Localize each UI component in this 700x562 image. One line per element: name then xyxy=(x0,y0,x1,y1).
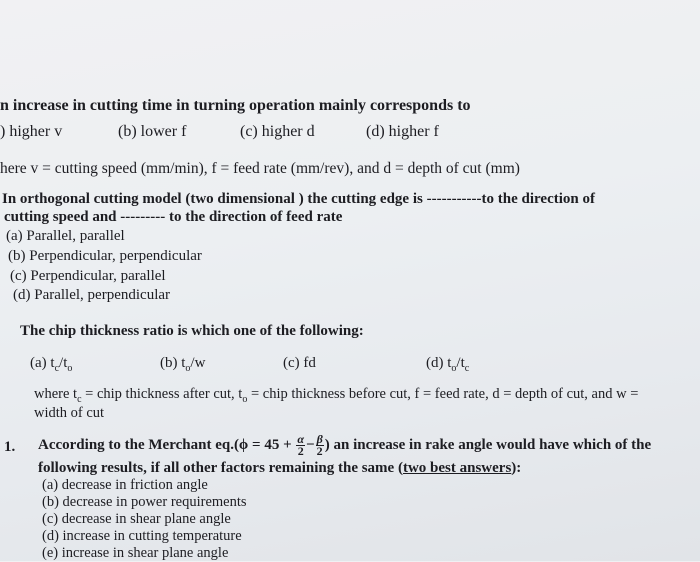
q3-def-sub1: c xyxy=(77,394,82,405)
q3-definitions-line1 xyxy=(34,385,638,405)
q4-option-b: (b) decrease in power requirements xyxy=(42,494,247,510)
q4-option-d: (d) increase in cutting temperature xyxy=(42,528,242,544)
q4-stem-line1 xyxy=(38,432,651,458)
q4-option-e: (e) increase in shear plane angle xyxy=(42,545,229,561)
q4-frac2-den: 2 xyxy=(316,444,323,459)
q3-option-b-text: (b) t xyxy=(160,355,186,371)
q3-def-text-c: = chip thickness before cut, f = feed rate, d = depth of cut, and w = xyxy=(247,386,639,402)
q1-option-d: (d) higher f xyxy=(366,123,439,140)
q2-stem-line2: cutting speed and --------- to the direction of feed rate xyxy=(4,209,343,225)
q2-option-c: (c) Perpendicular, parallel xyxy=(10,268,166,284)
q3-def-text-b: = chip thickness after cut, t xyxy=(81,386,243,402)
q2-option-a: (a) Parallel, parallel xyxy=(6,228,125,244)
q3-option-d-sub1: o xyxy=(451,363,457,374)
q3-option-a-mid: /t xyxy=(59,355,68,371)
q3-option-b-sub: o xyxy=(185,363,191,374)
q1-stem: n increase in cutting time in turning operation mainly corresponds to xyxy=(0,97,471,114)
q4-frac1-num: α xyxy=(297,432,305,447)
q4-stem-post: ) an increase in rake angle would have which of the xyxy=(324,437,652,453)
q4-fraction-alpha xyxy=(296,434,305,457)
q1-option-a: ) higher v xyxy=(0,123,63,140)
q4-frac2-num: β xyxy=(316,432,323,447)
q4-fraction-beta xyxy=(316,434,324,457)
q1-option-b: (b) lower f xyxy=(118,123,187,140)
q3-option-a xyxy=(30,354,72,374)
q3-option-a-sub1: c xyxy=(54,363,60,374)
q3-def-sub2: o xyxy=(242,394,248,405)
q3-stem: The chip thickness ratio is which one of the following: xyxy=(20,323,364,339)
q4-line2-pre: following results, if all other factors remaining the same ( xyxy=(38,460,403,476)
q4-line2-underlined: two best answers xyxy=(402,460,512,476)
q3-definitions-line2: width of cut xyxy=(34,405,105,421)
q4-frac1-den: 2 xyxy=(297,444,304,459)
q3-option-d-mid: /t xyxy=(456,355,465,371)
q4-option-c: (c) decrease in shear plane angle xyxy=(42,511,231,527)
q4-option-a: (a) decrease in friction angle xyxy=(42,477,208,493)
q3-option-d xyxy=(426,354,469,374)
q2-option-d: (d) Parallel, perpendicular xyxy=(13,287,171,303)
q3-option-d-sub2: c xyxy=(464,363,470,374)
q3-option-a-text: (a) t xyxy=(30,355,55,371)
q3-def-text-a: where t xyxy=(34,386,78,402)
q3-option-d-text: (d) t xyxy=(426,355,452,371)
q4-stem-line2 xyxy=(38,459,521,477)
q3-option-c: (c) fd xyxy=(283,355,316,371)
q3-option-a-sub2: o xyxy=(67,363,73,374)
q4-number: 1. xyxy=(4,439,16,455)
q4-line2-post: ): xyxy=(511,460,522,476)
q2-option-b: (b) Perpendicular, perpendicular xyxy=(8,248,202,264)
q4-stem-pre: According to the Merchant eq.(ϕ = 45 + xyxy=(38,437,292,453)
q1-option-c: (c) higher d xyxy=(240,123,315,140)
q4-minus: − xyxy=(306,437,315,453)
q3-option-b xyxy=(160,354,205,374)
q2-stem-line1: In orthogonal cutting model (two dimensional ) the cutting edge is -----------to the direction of xyxy=(2,191,595,207)
q1-definitions: here v = cutting speed (mm/min), f = feed rate (mm/rev), and d = depth of cut (mm) xyxy=(0,160,520,177)
q3-option-b-suffix: /w xyxy=(190,355,206,371)
